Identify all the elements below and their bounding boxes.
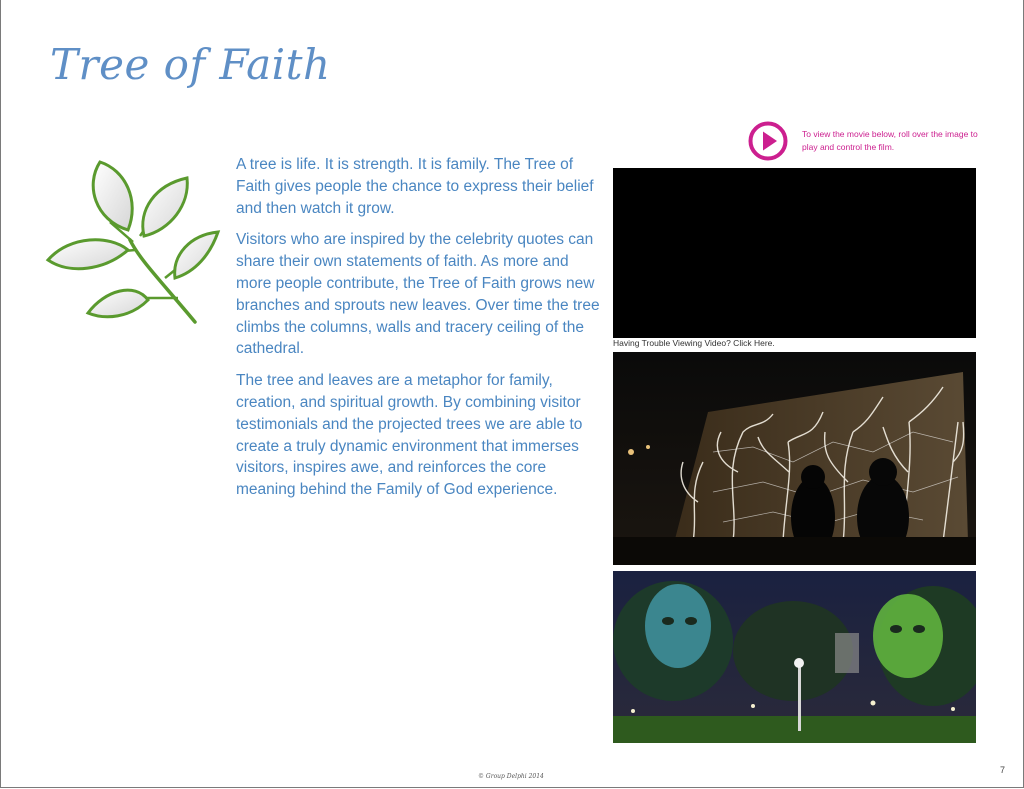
video-player[interactable] [613,168,976,338]
copyright-notice: © Group Delphi 2014 [478,773,544,780]
video-hint: To view the movie below, roll over the image to play and control the film. [802,129,978,152]
page-number: 7 [1000,765,1006,775]
cathedral-projection-photo [613,352,976,565]
paragraph: The tree and leaves are a metaphor for family, creation, and spiritual growth. By combining visitor testimonials and the projected trees we are able to create a truly dynamic environment that immerses visitors, inspires awe, and reinforces the core meaning behind the Family of God experience. [236,372,583,499]
video-help-link[interactable]: Having Trouble Viewing Video? Click Here. [613,338,775,348]
body-copy [236,154,606,511]
page-title: Tree of Faith [50,40,331,89]
park-projection-photo [613,571,976,743]
paragraph: A tree is life. It is strength. It is family. The Tree of Faith gives people the chance to express their belief and then watch it grow. [236,156,594,217]
play-circle-icon[interactable] [748,121,788,161]
leaf-branch-icon [40,150,230,330]
paragraph: Visitors who are inspired by the celebrity quotes can share their own statements of faith. As more and more people contribute, the Tree of Faith grows new branches and sprouts new leaves. Over time the tree climbs the columns, walls and tracery ceiling of the cathedral. [236,231,600,358]
